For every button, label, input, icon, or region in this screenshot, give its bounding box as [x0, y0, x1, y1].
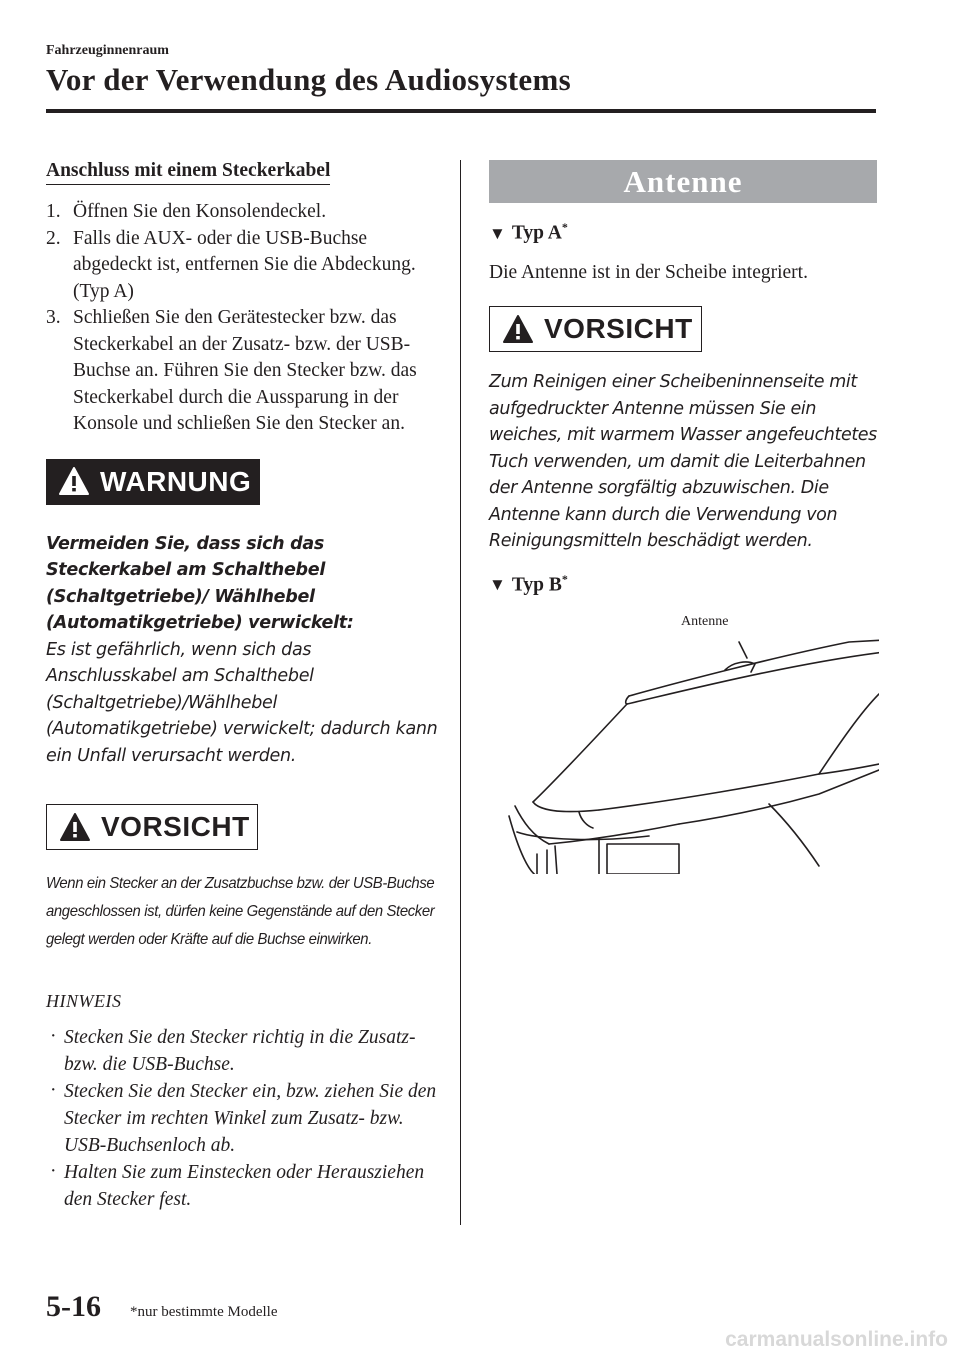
warning-body-text: Es ist gefährlich, wenn sich das Anschlusskabel am Schalthebel (Schaltgetriebe)/Wählhebel (Automatikgetriebe) verwickelt; dadurch kann ein Unfall verursacht werden.: [46, 639, 438, 766]
page-title: Vor der Verwendung des Audiosystems: [46, 62, 571, 97]
type-a-label: Typ A: [511, 222, 562, 244]
step-list: [46, 199, 442, 438]
caution-text: Zum Reinigen einer Scheibeninnenseite mit aufgedruckter Antenne müssen Sie ein weiches, mit warmem Wasser angefeuchtetes Tuch verwenden, um damit die Leiterbahnen der Antenne sorgfältig abzuwischen. Die Antenne kann durch die Verwendung von Reinigungsmitteln beschädigt werden.: [489, 372, 877, 551]
hint-text: Stecken Sie den Stecker richtig in die Zusatz- bzw. die USB-Buchse.: [64, 1027, 416, 1075]
step-text: Schließen Sie den Gerätestecker bzw. das Steckerkabel an der Zusatz- bzw. der USB-Buchse an. Führen Sie den Stecker bzw. das Steckerkabel durch die Aussparung in der Konsole und schließen Sie den Stecker an.: [73, 307, 417, 434]
hint-title: HINWEIS: [46, 991, 122, 1011]
type-b-heading: [489, 572, 879, 597]
hint-text: Halten Sie zum Einstecken oder Herausziehen den Stecker fest.: [64, 1162, 425, 1210]
bullet-icon: ·: [50, 1161, 57, 1182]
warning-bold-text: Vermeiden Sie, dass sich das Steckerkabel am Schalthebel (Schaltgetriebe)/ Wählhebel (Automatikgetriebe) verwickelt:: [46, 533, 354, 633]
type-b-label: Typ B: [511, 574, 562, 595]
subheading: Anschluss mit einem Steckerkabel: [46, 160, 330, 185]
step-text: Öffnen Sie den Konsolendeckel.: [73, 201, 327, 222]
right-column: [489, 160, 879, 874]
warning-text: [46, 531, 442, 770]
caution-label: VORSICHT: [101, 811, 250, 842]
hint-list: [46, 1024, 442, 1213]
column-divider: [460, 160, 461, 1225]
bullet-icon: ·: [50, 1026, 57, 1047]
left-column: [46, 160, 442, 1213]
list-item: [46, 1159, 442, 1213]
step-number: 1.: [46, 201, 61, 222]
warning-icon: [502, 314, 534, 344]
triangle-down-icon: ▼: [489, 223, 506, 243]
antenna-section-title: Antenne: [489, 160, 877, 203]
step-number: 3.: [46, 307, 61, 328]
antenna-figure: [489, 604, 879, 874]
step-number: 2.: [46, 227, 61, 249]
caution-label: VORSICHT: [544, 313, 693, 344]
car-rear-illustration: [489, 604, 879, 874]
triangle-down-icon: ▼: [489, 575, 506, 594]
list-item: [46, 305, 442, 438]
list-item: [46, 226, 442, 306]
title-rule: [46, 109, 876, 113]
page-number: 5-16: [46, 1290, 101, 1323]
caution-badge: [489, 306, 702, 352]
hint-text: Stecken Sie den Stecker ein, bzw. ziehen Sie den Stecker im rechten Winkel zum Zusatz- bzw. USB-Buchsenloch ab.: [64, 1081, 437, 1156]
footnote: *nur bestimmte Modelle: [130, 1304, 278, 1320]
caution-badge: [46, 804, 258, 850]
warning-icon: [59, 812, 91, 842]
list-item: [46, 1078, 442, 1159]
list-item: [46, 1024, 442, 1078]
type-a-text: Die Antenne ist in der Scheibe integriert.: [489, 261, 808, 283]
warning-badge: [46, 459, 260, 505]
bullet-icon: ·: [50, 1080, 57, 1101]
section-label: Fahrzeuginnenraum: [46, 43, 169, 58]
warning-label: WARNUNG: [100, 465, 252, 497]
watermark: carmanualsonline.info: [725, 1328, 948, 1351]
step-text: Falls die AUX- oder die USB-Buchse abgedeckt ist, entfernen Sie die Abdeckung. (Typ A): [73, 227, 416, 302]
figure-label: Antenne: [681, 614, 729, 629]
list-item: [46, 199, 442, 226]
asterisk: *: [561, 220, 568, 234]
type-a-heading: [489, 220, 879, 245]
caution-text: Wenn ein Stecker an der Zusatzbuchse bzw. der USB-Buchse angeschlossen ist, dürfen keine Gegenstände auf den Stecker gelegt werden oder Kräfte auf die Buchse einwirken.: [46, 875, 435, 948]
asterisk: *: [561, 571, 568, 586]
warning-icon: [58, 466, 90, 496]
